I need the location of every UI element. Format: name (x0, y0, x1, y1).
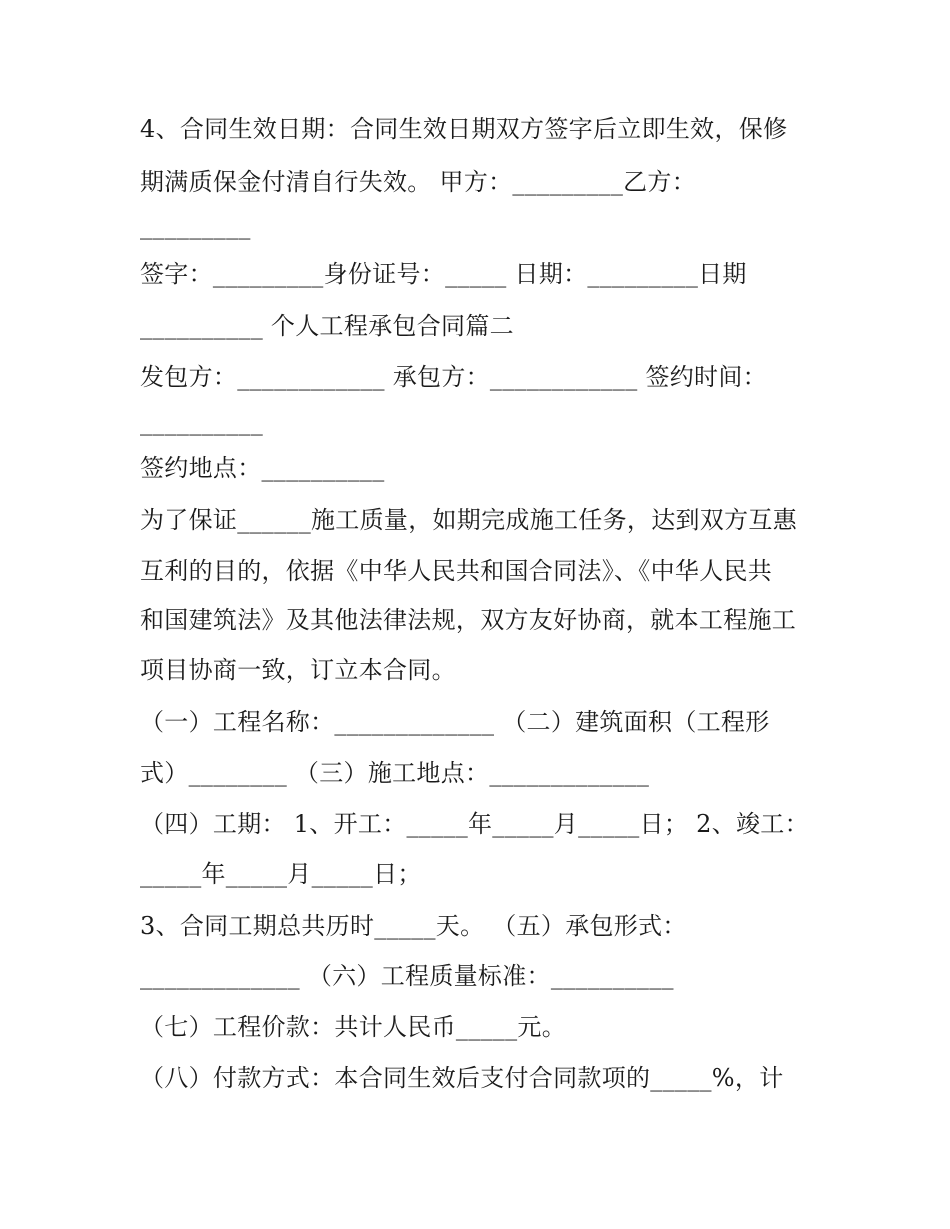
text-line: 式）________ （三）施工地点：_____________ (140, 759, 650, 787)
text-line: 3、合同工期总共历时_____天。 （五）承包形式： (140, 912, 687, 940)
text-line: 发包方：____________ 承包方：____________ 签约时间： (140, 363, 767, 391)
text-line: _____年_____月_____日； (140, 860, 422, 888)
text-line: __________ (140, 408, 263, 436)
text-line: （七）工程价款：共计人民币_____元。 (140, 1013, 566, 1041)
text-line: （一）工程名称：_____________ （二）建筑面积（工程形 (140, 708, 770, 736)
text-line: __________ 个人工程承包合同篇二 (140, 312, 514, 340)
text-line: （八）付款方式：本合同生效后支付合同款项的_____%，计 (140, 1064, 784, 1092)
text-line: 4、合同生效日期：合同生效日期双方签字后立即生效，保修 (140, 115, 788, 143)
text-line: 项目协商一致，订立本合同。 (140, 656, 456, 684)
text-line: （四）工期： 1、开工：_____年_____月_____日； 2、竣工： (140, 810, 809, 838)
text-line: 签约地点：__________ (140, 454, 385, 482)
text-line: 为了保证______施工质量，如期完成施工任务，达到双方互惠 (140, 506, 797, 534)
text-line: 期满质保金付清自行失效。 甲方：_________乙方： (140, 168, 697, 196)
text-line: _____________ （六）工程质量标准：__________ (140, 962, 674, 990)
text-line: 签字：_________身份证号：_____ 日期：_________日期 (140, 260, 747, 288)
text-line: 互利的目的，依据《中华人民共和国合同法》、《中华人民共 (140, 557, 773, 585)
text-line: _________ (140, 212, 251, 240)
text-line: 和国建筑法》及其他法律法规，双方友好协商，就本工程施工 (140, 606, 797, 634)
